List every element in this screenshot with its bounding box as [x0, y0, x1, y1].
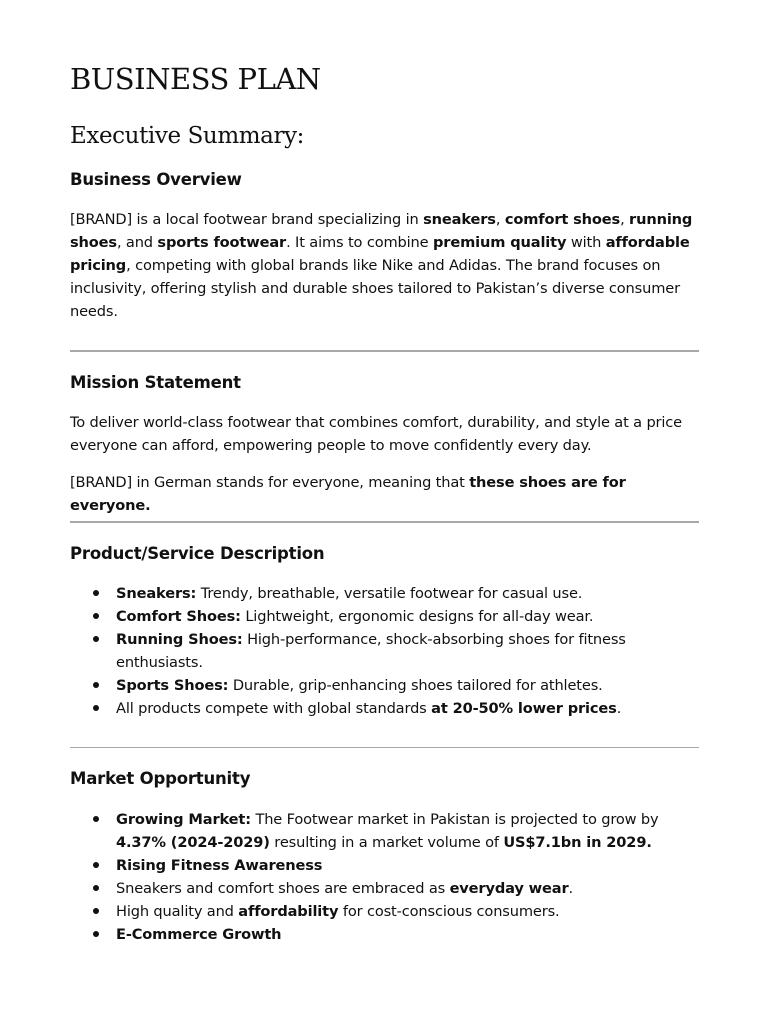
mission-statement-section: [70, 371, 699, 517]
executive-summary-heading: Executive Summary:: [70, 123, 305, 149]
list-item: Rising Fitness Awareness: [70, 854, 699, 877]
bullet-icon: [93, 636, 99, 642]
section-divider: [70, 350, 699, 352]
list-item: Running Shoes: High-performance, shock-absorbing shoes for fitness enthusiasts.: [70, 628, 699, 674]
market-opportunity-section: [70, 767, 699, 946]
business-overview-heading: Business Overview: [70, 170, 242, 189]
bullet-icon: [93, 590, 99, 596]
product-list: [70, 582, 699, 720]
bullet-icon: [93, 908, 99, 914]
market-opportunity-heading: Market Opportunity: [70, 769, 251, 788]
mission-paragraph: To deliver world-class footwear that combines comfort, durability, and style at a price everyone can afford, empowering people to move confidently every day.: [70, 414, 683, 454]
list-item: E-Commerce Growth: [70, 923, 699, 946]
product-description-section: [70, 542, 699, 720]
list-item: Sports Shoes: Durable, grip-enhancing shoes tailored for athletes.: [70, 674, 699, 697]
list-item: Sneakers and comfort shoes are embraced as everyday wear.: [70, 877, 699, 900]
section-divider: [70, 521, 699, 523]
bullet-icon: [93, 931, 99, 937]
brand-meaning-paragraph: [BRAND] in German stands for everyone, meaning that these shoes are for everyone.: [70, 474, 626, 514]
list-item: High quality and affordability for cost-conscious consumers.: [70, 900, 699, 923]
market-list: [70, 808, 699, 946]
bullet-icon: [93, 613, 99, 619]
bullet-icon: [93, 862, 99, 868]
document-title: BUSINESS PLAN: [70, 62, 321, 96]
business-overview-section: [70, 168, 699, 323]
list-item: Growing Market: The Footwear market in Pakistan is projected to grow by 4.37% (2024-2029) resulting in a market volume of US$7.1bn in 2029.: [70, 808, 699, 854]
section-divider: [70, 747, 699, 748]
list-item: All products compete with global standards at 20-50% lower prices.: [70, 697, 699, 720]
bullet-icon: [93, 705, 99, 711]
mission-statement-heading: Mission Statement: [70, 373, 241, 392]
business-overview-paragraph: [BRAND] is a local footwear brand specializing in sneakers, comfort shoes, running shoes, and sports footwear. It aims to combine premium quality with affordable pricing, competing with global brands like Nike and Adidas. The brand focuses on inclusivity, offering stylish and durable shoes tailored to Pakistan’s diverse consumer needs.: [70, 211, 693, 320]
bullet-icon: [93, 885, 99, 891]
bullet-icon: [93, 682, 99, 688]
product-description-heading: Product/Service Description: [70, 544, 325, 563]
bullet-icon: [93, 816, 99, 822]
list-item: Sneakers: Trendy, breathable, versatile footwear for casual use.: [70, 582, 699, 605]
list-item: Comfort Shoes: Lightweight, ergonomic designs for all-day wear.: [70, 605, 699, 628]
